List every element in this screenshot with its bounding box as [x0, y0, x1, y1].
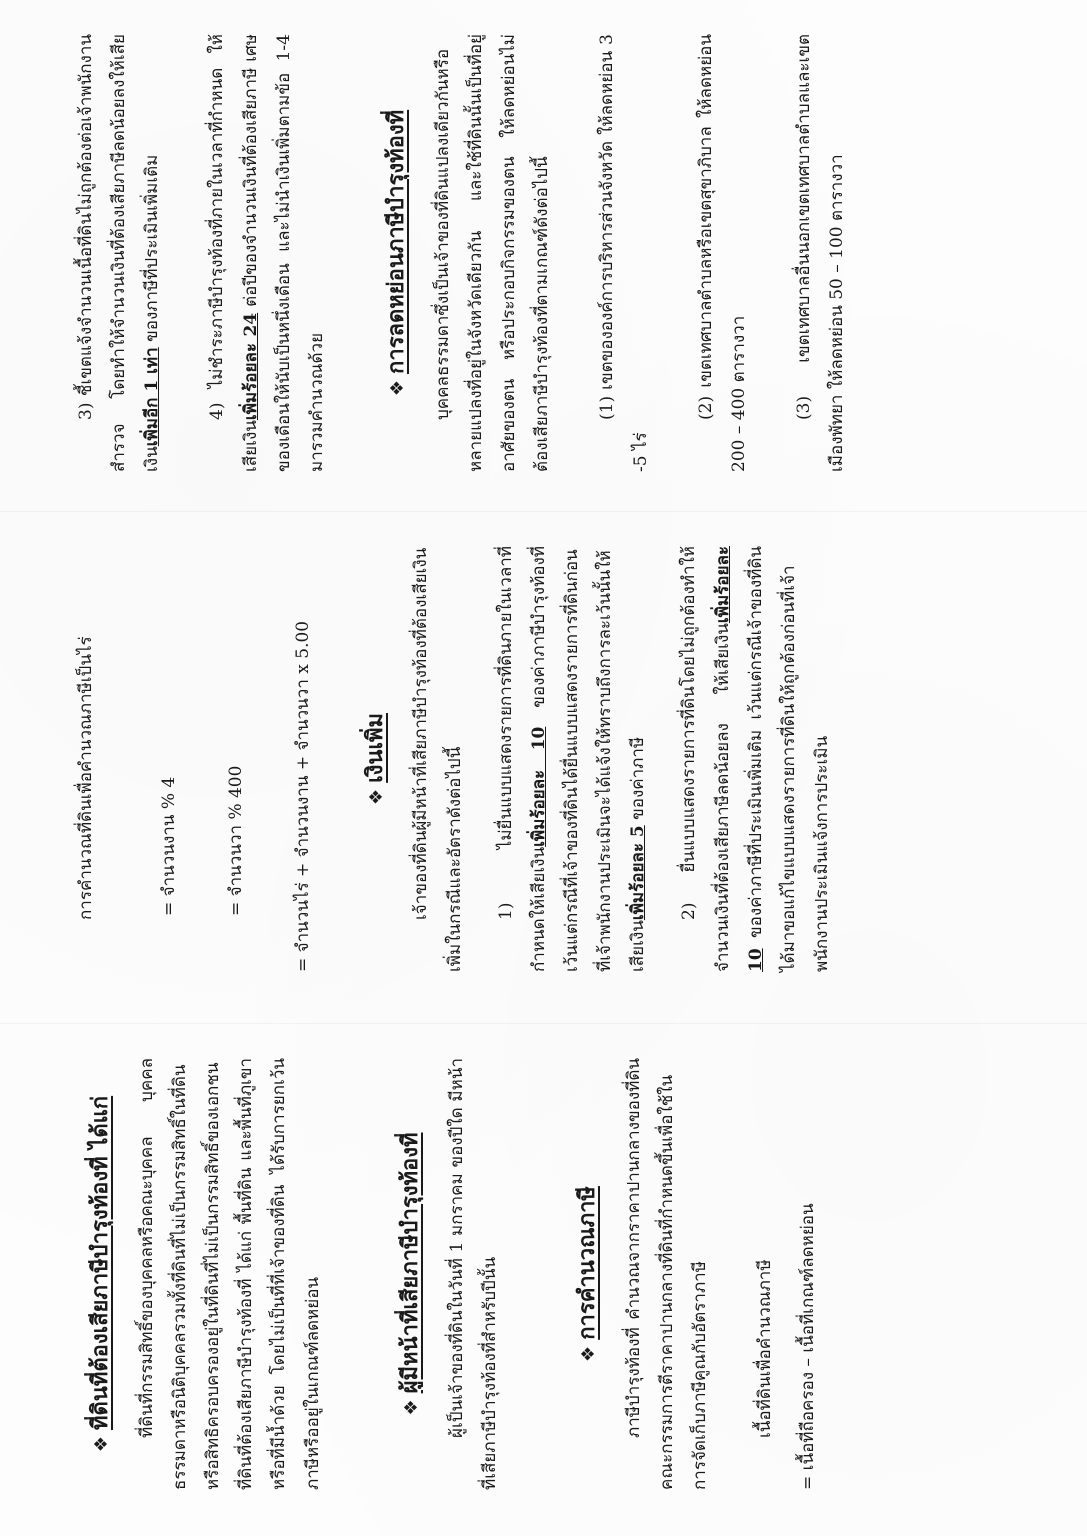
- tax-calculation-paragraph: ภาษีบำรุงท้องที่ คำนวณจากราคาปานกลางของที่ดินคณะกรรมการตีราคาปานกลางที่ดินที่กำหนดขึ้นเพื่อใช้ในการจัดเก็บภาษีคูณกับอัตราภาษี: [623, 1058, 711, 1490]
- heading-tax-calculation: [567, 1058, 610, 1490]
- item-emphasis: เพิ่มอีก 1 เท่า: [142, 347, 163, 447]
- tax-reduction-paragraph: บุคคลธรรมดาซึ่งเป็นเจ้าของที่ดินแปลงเดียวกันหรือหลายแปลงที่อยู่ในจังหวัดเดียวกัน และใช้ที่ดินนั้นเป็นที่อยู่อาศัยของตน หรือประกอบกิจกรรมของตน ให้ลดหย่อนไม่ต้องเสียภาษีบำรุงท้องที่ตามเกณฑ์ดังต่อไปนี้: [432, 34, 553, 472]
- surcharge-item-1: [490, 546, 656, 972]
- item-text: 2) ยื่นแบบแสดงรายการที่ดินโดยไม่ถูกต้องทำให้จำนวนเงินที่ต้องเสียภาษีลดน้อยลง ให้เสียเงิน: [679, 546, 733, 972]
- heading-text: ผู้มีหน้าที่เสียภาษีบำรุงท้องที่: [397, 1132, 423, 1394]
- panel-right: [0, 0, 1087, 512]
- heading-text: ที่ดินที่ต้องเสียภาษีบำรุงท้องที่ ได้แก่: [88, 1095, 113, 1430]
- heading-taxable-land: [80, 1058, 123, 1490]
- heading-text: การคำนวณภาษี: [574, 1186, 600, 1340]
- diamond-cluster-icon: ❖: [577, 1347, 599, 1362]
- panel-left: [0, 1024, 1087, 1536]
- taxpayer-paragraph: ผู้เป็นเจ้าของที่ดินในวันที่ 1 มกราคม ของปีใด มีหน้าที่เสียภาษีบำรุงท้องที่สำหรับปีนั้น: [446, 1058, 500, 1490]
- diamond-cluster-icon: ❖: [386, 381, 408, 397]
- reduction-item-3: (3) เขตเทศบาลอื่นนอกเขตเทศบาลตำบลและเขตเมืองพัทยา ให้ลดหย่อน 50 – 100 ตารางวา: [794, 34, 848, 472]
- heading-taxpayer: [390, 1058, 433, 1490]
- diamond-cluster-icon: ❖: [400, 1401, 422, 1416]
- surcharge-item-3: [70, 34, 169, 472]
- reduction-item-1: (1) เขตขององค์การบริหารส่วนจังหวัด ให้ลดหย่อน 3 -5 ไร่: [597, 34, 651, 472]
- diamond-cluster-icon: ❖: [365, 790, 387, 805]
- formula-ngan: = จำนวนงาน % 4: [159, 776, 180, 916]
- panel-middle: [0, 512, 1087, 1024]
- item-text: ต่อปีของจำนวนเงินที่ต้องเสียภาษี เศษของเดือนให้นับเป็นหนึ่งเดือน และไม่นำเงินเพิ่มตามข้อ 1-4 มารวมคำนวณด้วย: [240, 34, 327, 472]
- reduction-item-2: (2) เขตเทศบาลตำบลหรือเขตสุขาภิบาล ให้ลดหย่อน 200 – 400 ตารางวา: [695, 34, 749, 472]
- item-emphasis: เพิ่มร้อยละ 10: [528, 726, 549, 847]
- item-text: ของภาษีที่ประเมินเพิ่มเติม: [142, 154, 163, 348]
- item-emphasis: เพิ่มร้อยละ 24: [240, 312, 261, 421]
- diamond-cluster-icon: ❖: [91, 1438, 112, 1453]
- item-text: 3) ชี้เขตแจ้งจำนวนเนื้อที่ดินไม่ถูกต้องต่อเจ้าพนักงานสำรวจ โดยทำให้จำนวนเงินที่ต้องเสียภาษีลดน้อยลงให้เสียเงิน: [76, 34, 163, 472]
- land-area-formula: = เนื้อที่ถือครอง – เนื้อที่เกณฑ์ลดหย่อน: [798, 1203, 819, 1490]
- taxable-land-paragraph: ที่ดินที่กรรมสิทธิ์ของบุคคลหรือคณะบุคคล บุคคลธรรมดาหรือนิติบุคคลรวมทั้งที่ดินที่ไม่เป็นกรรมสิทธิ์ในที่ดิน หรือสิทธิครอบครองอยู่ในที่ดินที่ไม่เป็นกรรมสิทธิ์ของเอกชน ที่ดินที่ต้องเสียภาษีบำรุงท้องที่ ได้แก่ พื้นที่ดิน และพื้นที่ภูเขาหรือที่มีน้ำด้วย โดยไม่เป็นที่ที่เจ้าของที่ดิน ได้รับการยกเว้นภาษีหรืออยู่ในเกณฑ์ลดหย่อน: [136, 1058, 323, 1490]
- surcharge-item-4: [201, 34, 334, 472]
- surcharge-item-2: [673, 546, 839, 972]
- item-emphasis: เพิ่มร้อยละ 10: [712, 546, 766, 972]
- item-emphasis: เพิ่มร้อยละ 5: [628, 825, 649, 921]
- heading-tax-reduction: [376, 34, 419, 472]
- heading-text: การลดหย่อนภาษีบำรุงท้องที่: [383, 109, 409, 374]
- item-text: 4) ไม่ชำระภาษีบำรุงท้องที่ภายในเวลาที่กำหนด ให้เสียเงิน: [207, 34, 261, 472]
- surcharge-paragraph: เจ้าของที่ดินผู้มีหน้าที่เสียภาษีบำรุงท้องที่ต้องเสียเงินเพิ่มในกรณีและอัตราดังต่อไปนี้: [411, 547, 465, 972]
- item-text: 1) ไม่ยื่นแบบแสดงรายการที่ดินภายในเวลาที่กำหนดให้เสียเงิน: [495, 546, 549, 972]
- land-area-label: เนื้อที่ดินเพื่อคำนวณภาษี: [755, 1259, 776, 1438]
- formula-wa: = จำนวนวา % 400: [226, 765, 247, 916]
- item-text: ของค่าภาษีบำรุงท้องที่ เว้นแต่กรณีที่เจ้าของที่ดินได้ยื่นแบบแสดงรายการที่ดินก่อนที่เจ้าพนักงานประเมินจะได้แจ้งให้ทราบถึงการละเว้นนั้นให้เสียเงิน: [528, 546, 649, 972]
- item-text: ของค่าภาษี: [628, 736, 649, 826]
- rai-calculation-intro: การคำนวณที่ดินเพื่อคำนวณภาษีเป็นไร่: [76, 636, 96, 920]
- formula-total: = จำนวนไร่ + จำนวนงาน + จำนวนวา x 5.00: [293, 620, 314, 972]
- item-text: ของค่าภาษีที่ประเมินเพิ่มเติม เว้นแต่กรณีเจ้าของที่ดินได้มาขอแก้ไขแบบแสดงรายการที่ดินให้ถูกต้องก่อนที่เจ้าพนักงานประเมินแจ้งการประเมิน: [745, 546, 832, 972]
- heading-text: เงินเพิ่ม: [362, 713, 388, 783]
- heading-surcharge: [355, 546, 398, 972]
